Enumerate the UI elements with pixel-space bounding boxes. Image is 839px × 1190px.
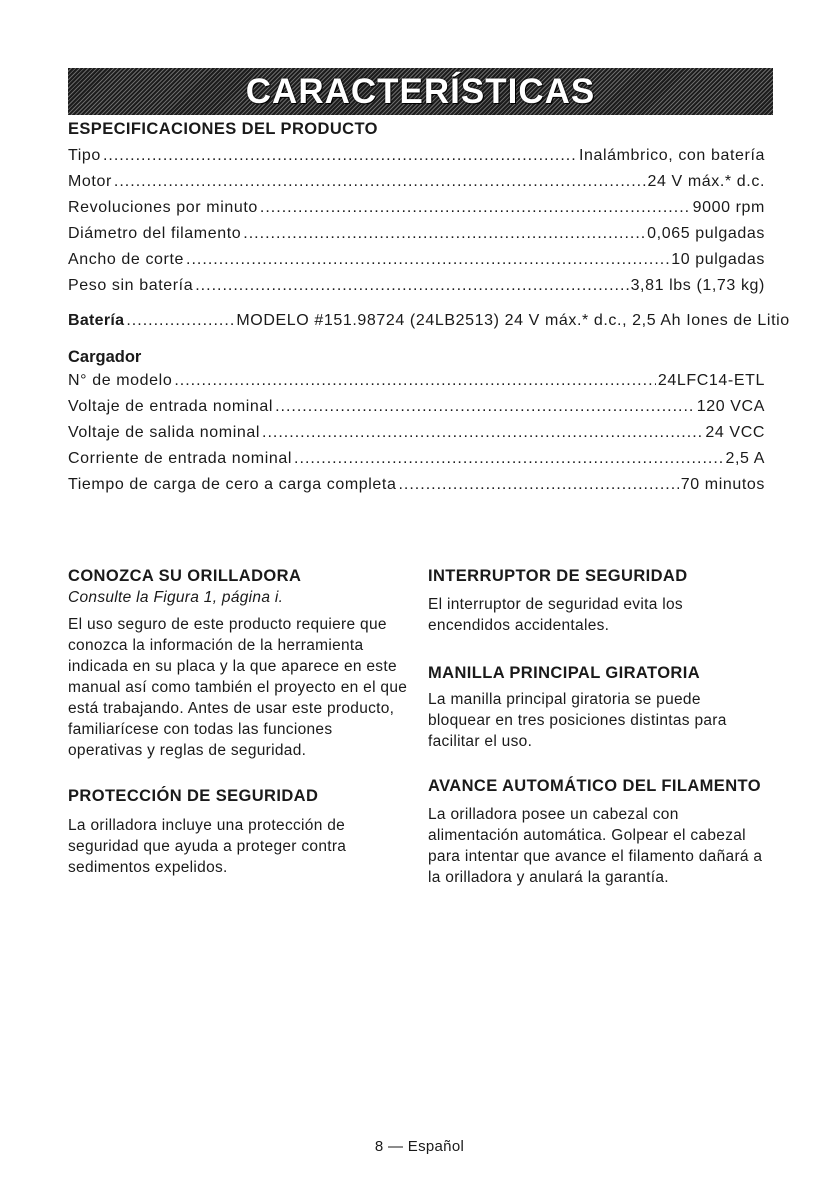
spec-row (68, 143, 765, 169)
spec-value: 24 V máx.* d.c. (647, 173, 765, 190)
guard-body: La orilladora incluye una protección de seguridad que ayuda a proteger contra sedimentos expelidos. (68, 817, 347, 876)
spec-value: 10 pulgadas (671, 251, 765, 268)
safety-switch-section (428, 565, 768, 636)
feed-heading: AVANCE AUTOMÁTICO DEL FILAMENTO (428, 777, 761, 795)
product-specifications (68, 118, 790, 498)
spec-value: 0,065 pulgadas (647, 225, 765, 242)
charger-row (68, 472, 765, 498)
spec-label: Diámetro del filamento (68, 225, 242, 242)
figure-reference: Consulte la Figura 1, página i. (68, 589, 284, 606)
spec-value: 9000 rpm (692, 199, 765, 216)
battery-label: Batería (68, 312, 125, 329)
battery-value: MODELO #151.98724 (24LB2513) 24 V máx.* d.c., 2,5 Ah Iones de Litio (236, 312, 790, 329)
charger-row (68, 394, 765, 420)
spec-label: N° de modelo (68, 372, 173, 389)
spec-value: 2,5 A (725, 450, 765, 467)
handle-heading: MANILLA PRINCIPAL GIRATORIA (428, 664, 701, 682)
spec-value: 24LFC14-ETL (657, 372, 765, 389)
spec-row (68, 273, 765, 299)
charger-heading: Cargador (68, 348, 142, 366)
spec-label: Tiempo de carga de cero a carga completa (68, 476, 397, 493)
switch-heading: INTERRUPTOR DE SEGURIDAD (428, 567, 688, 585)
spec-value: 3,81 lbs (1,73 kg) (630, 277, 765, 294)
spec-value: 24 VCC (705, 424, 765, 441)
spec-label: Corriente de entrada nominal (68, 450, 293, 467)
spec-value: 70 minutos (680, 476, 765, 493)
guard-heading: PROTECCIÓN DE SEGURIDAD (68, 787, 319, 805)
handle-body: La manilla principal giratoria se puede bloquear en tres posiciones distintas para facilitar el uso. (428, 691, 727, 750)
auto-feed-section (428, 775, 768, 888)
spec-label: Voltaje de salida nominal (68, 424, 261, 441)
spec-value: Inalámbrico, con batería (578, 147, 765, 164)
spec-value: 120 VCA (696, 398, 765, 415)
safety-guard-section (68, 785, 408, 878)
page-title: CARACTERÍSTICAS (245, 71, 596, 111)
spec-row (68, 169, 765, 195)
spec-label: Peso sin batería (68, 277, 194, 294)
rotating-handle-section (428, 662, 768, 752)
spec-row (68, 195, 765, 221)
spec-label: Ancho de corte (68, 251, 185, 268)
spec-label: Tipo (68, 147, 101, 164)
know-body: El uso seguro de este producto requiere que conozca la información de la herramienta indicada en su placa y la que aparece en este manual así como también el proyecto en el que está trabajando. Antes de usar este producto, familiarícese con todas las funciones operativas y reglas de seguridad. (68, 616, 408, 759)
page-footer: 8 — Español (374, 1138, 465, 1155)
switch-body: El interruptor de seguridad evita los encendidos accidentales. (428, 596, 683, 634)
know-heading: CONOZCA SU ORILLADORA (68, 567, 302, 585)
charger-row (68, 420, 765, 446)
charger-row (68, 446, 765, 472)
spec-row (68, 247, 765, 273)
spec-row (68, 221, 765, 247)
spec-label: Motor (68, 173, 112, 190)
page-banner (68, 68, 773, 115)
know-your-trimmer-section (68, 565, 408, 761)
spec-label: Revoluciones por minuto (68, 199, 258, 216)
charger-row (68, 368, 765, 394)
spec-label: Voltaje de entrada nominal (68, 398, 274, 415)
specs-heading: ESPECIFICACIONES DEL PRODUCTO (68, 120, 378, 138)
battery-row (68, 308, 790, 334)
feed-body: La orilladora posee un cabezal con alimentación automática. Golpear el cabezal para intentar que avance el filamento dañará a la orilladora y anulará la garantía. (428, 806, 763, 886)
